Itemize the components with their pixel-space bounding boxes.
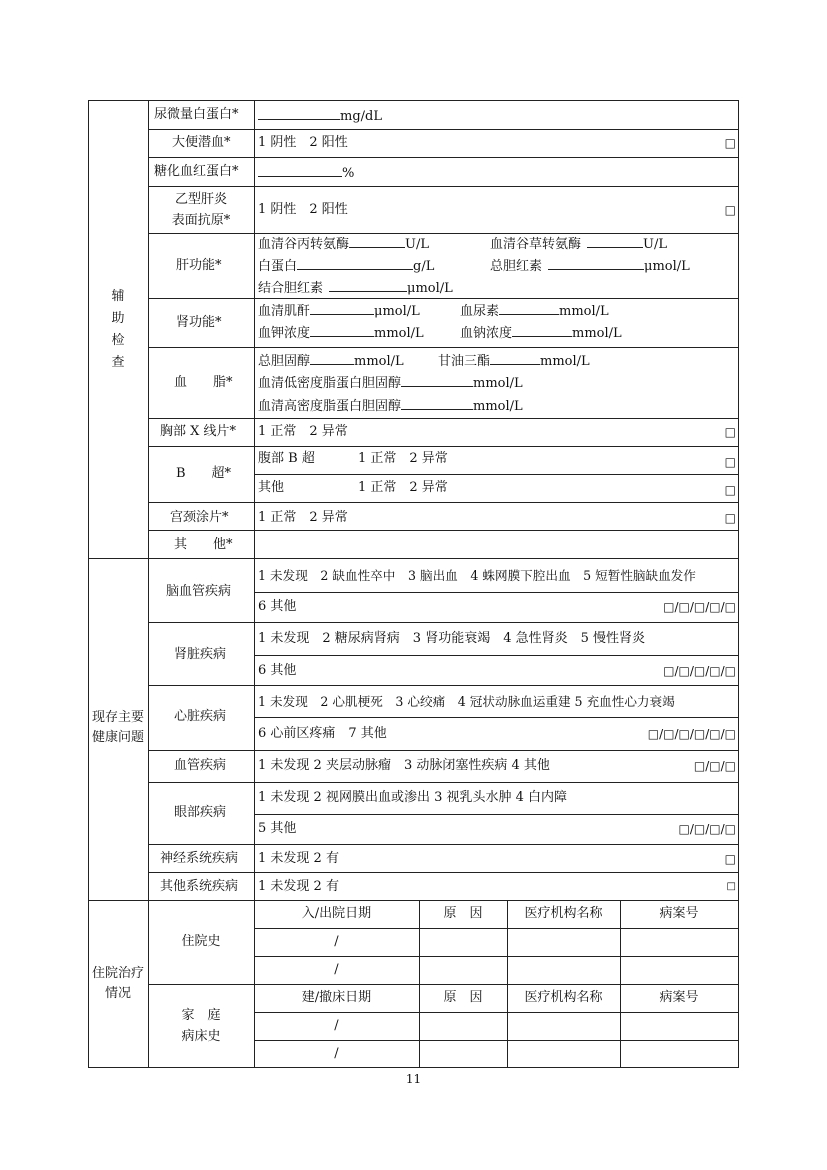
- liver-ast-label: 血清谷草转氨酶: [490, 237, 582, 252]
- vasc-options: 1 未发现 2 夹层动脉瘤 3 动脉闭塞性疾病 4 其他: [258, 758, 550, 773]
- kidney-k-field[interactable]: [258, 324, 424, 342]
- kidney-na-label: 血钠浓度: [460, 326, 513, 341]
- urine-label: 尿微量白蛋白*: [154, 107, 239, 122]
- liver-label: 肝功能*: [176, 258, 222, 273]
- pap-options: 1 正常 2 异常: [258, 510, 348, 525]
- col-record: 病案号: [659, 906, 699, 921]
- slash: /: [334, 962, 339, 977]
- bus-other-checkbox[interactable]: □: [724, 483, 736, 497]
- liver-tbil-label: 总胆红素: [490, 259, 543, 274]
- cere-other: 6 其他: [258, 599, 297, 614]
- heart-other: 6 心前区疼痛 7 其他: [258, 726, 387, 741]
- pap-checkbox[interactable]: □: [724, 511, 736, 525]
- urine-unit: mg/dL: [340, 109, 382, 124]
- hbsag-label: 乙型肝炎 表面抗原*: [171, 192, 231, 228]
- sys-options: 1 未发现 2 有: [258, 879, 339, 894]
- bus-abd-checkbox[interactable]: □: [724, 455, 736, 469]
- section-label-hosp: 住院治疗 情况: [91, 966, 144, 1001]
- slash: /: [334, 934, 339, 949]
- urine-field[interactable]: [258, 107, 382, 125]
- bus-other-label: 其他: [258, 480, 285, 495]
- liver-alb-unit: g/L: [413, 259, 435, 274]
- lipid-tc-unit: mmol/L: [354, 354, 404, 369]
- liver-alb-field[interactable]: [258, 257, 434, 275]
- neuro-label: 神经系统疾病: [160, 851, 239, 866]
- col-reason: 原 因: [443, 990, 483, 1005]
- stool-options: 1 阴性 2 阳性: [258, 135, 348, 150]
- kidney-na-field[interactable]: [460, 324, 622, 342]
- liver-alb-label: 白蛋白: [258, 259, 298, 274]
- liver-tbil-unit: μmol/L: [644, 259, 690, 274]
- kid-label: 肾脏疾病: [174, 647, 227, 662]
- kidney-label: 肾功能*: [176, 315, 222, 330]
- col-org: 医疗机构名称: [524, 990, 603, 1005]
- neuro-checkbox[interactable]: □: [724, 852, 736, 866]
- bus-abd-label: 腹部 B 超: [258, 451, 315, 466]
- cere-label: 脑血管疾病: [166, 584, 232, 599]
- kidney-scr-label: 血清肌酐: [258, 304, 311, 319]
- health-record-form: [88, 100, 739, 1068]
- bus-label: B 超*: [176, 466, 232, 481]
- bus-abd-options: 1 正常 2 异常: [358, 451, 448, 466]
- liver-ast-field[interactable]: [490, 235, 667, 253]
- stool-checkbox[interactable]: □: [724, 136, 736, 150]
- heart-label: 心脏疾病: [174, 709, 227, 724]
- liver-alt-label: 血清谷丙转氨酶: [258, 237, 350, 252]
- lipid-ldl-label: 血清低密度脂蛋白胆固醇: [258, 376, 402, 391]
- other-label: 其 他*: [174, 537, 233, 552]
- sys-checkbox[interactable]: □: [726, 881, 736, 892]
- hba1c-label: 糖化血红蛋白*: [154, 164, 239, 179]
- liver-ast-unit: U/L: [643, 237, 667, 252]
- xray-options: 1 正常 2 异常: [258, 424, 348, 439]
- kidney-scr-unit: μmol/L: [374, 304, 420, 319]
- col-setup-date: 建/撤床日期: [301, 990, 372, 1005]
- lipid-tg-label: 甘油三酯: [438, 354, 491, 369]
- kidney-k-label: 血钾浓度: [258, 326, 311, 341]
- slash: /: [334, 1018, 339, 1033]
- bus-other-options: 1 正常 2 异常: [358, 480, 448, 495]
- lipid-ldl-unit: mmol/L: [473, 376, 523, 391]
- hba1c-field[interactable]: [258, 164, 354, 182]
- home-bed-label: 家 庭 病床史: [181, 1008, 221, 1044]
- heart-checkboxes[interactable]: □/□/□/□/□/□: [647, 727, 736, 741]
- kidney-bun-label: 血尿素: [460, 304, 500, 319]
- sys-label: 其他系统疾病: [160, 879, 239, 894]
- col-record: 病案号: [659, 990, 699, 1005]
- cere-options: 1 未发现 2 缺血性卒中 3 脑出血 4 蛛网膜下腔出血 5 短暂性脑缺血发作: [258, 568, 696, 583]
- vasc-label: 血管疾病: [174, 758, 227, 773]
- lipid-ldl-field[interactable]: [258, 374, 523, 392]
- other-field[interactable]: [256, 532, 736, 556]
- liver-dbil-unit: μmol/L: [407, 281, 453, 296]
- eye-options: 1 未发现 2 视网膜出血或渗出 3 视乳头水肿 4 白内障: [258, 790, 568, 805]
- neuro-options: 1 未发现 2 有: [258, 851, 339, 866]
- lipid-hdl-unit: mmol/L: [473, 399, 523, 414]
- hbsag-options: 1 阴性 2 阳性: [258, 202, 348, 217]
- hbsag-checkbox[interactable]: □: [724, 203, 736, 217]
- liver-alt-field[interactable]: [258, 235, 429, 253]
- lipid-tg-unit: mmol/L: [540, 354, 590, 369]
- liver-dbil-field[interactable]: [258, 279, 453, 297]
- hosp-history-label: 住院史: [181, 934, 221, 949]
- kidney-bun-field[interactable]: [460, 302, 609, 320]
- hba1c-unit: %: [342, 166, 355, 181]
- lipid-label: 血 脂*: [174, 375, 233, 390]
- kid-options: 1 未发现 2 糖尿病肾病 3 肾功能衰竭 4 急性肾炎 5 慢性肾炎: [258, 631, 646, 646]
- lipid-tc-field[interactable]: [258, 352, 404, 370]
- col-inout-date: 入/出院日期: [301, 906, 372, 921]
- lipid-tc-label: 总胆固醇: [258, 354, 311, 369]
- lipid-tg-field[interactable]: [438, 352, 590, 370]
- stool-label: 大便潜血*: [172, 135, 231, 150]
- lipid-hdl-field[interactable]: [258, 397, 523, 415]
- lipid-hdl-label: 血清高密度脂蛋白胆固醇: [258, 399, 402, 414]
- vasc-checkboxes[interactable]: □/□/□: [693, 759, 736, 773]
- col-reason: 原 因: [443, 906, 483, 921]
- eye-other: 5 其他: [258, 821, 297, 836]
- slash: /: [334, 1046, 339, 1061]
- cere-checkboxes[interactable]: □/□/□/□/□: [663, 600, 736, 614]
- xray-label: 胸部 X 线片*: [160, 424, 237, 439]
- section-label-aux: 辅 助 检 查: [111, 289, 125, 370]
- xray-checkbox[interactable]: □: [724, 425, 736, 439]
- kid-checkboxes[interactable]: □/□/□/□/□: [663, 664, 736, 678]
- liver-tbil-field[interactable]: [490, 257, 690, 275]
- col-org: 医疗机构名称: [524, 906, 603, 921]
- kidney-na-unit: mmol/L: [572, 326, 622, 341]
- liver-dbil-label: 结合胆红素: [258, 281, 324, 296]
- heart-options: 1 未发现 2 心肌梗死 3 心绞痛 4 冠状动脉血运重建 5 充血性心力衰竭: [258, 694, 675, 709]
- pap-label: 宫颈涂片*: [170, 510, 229, 525]
- kidney-bun-unit: mmol/L: [559, 304, 609, 319]
- liver-alt-unit: U/L: [405, 237, 429, 252]
- page-number: 11: [405, 1072, 422, 1086]
- kidney-k-unit: mmol/L: [374, 326, 424, 341]
- kid-other: 6 其他: [258, 663, 297, 678]
- section-label-health: 现存主要 健康问题: [91, 710, 144, 745]
- eye-checkboxes[interactable]: □/□/□/□: [678, 822, 736, 836]
- kidney-scr-field[interactable]: [258, 302, 420, 320]
- eye-label: 眼部疾病: [174, 805, 227, 820]
